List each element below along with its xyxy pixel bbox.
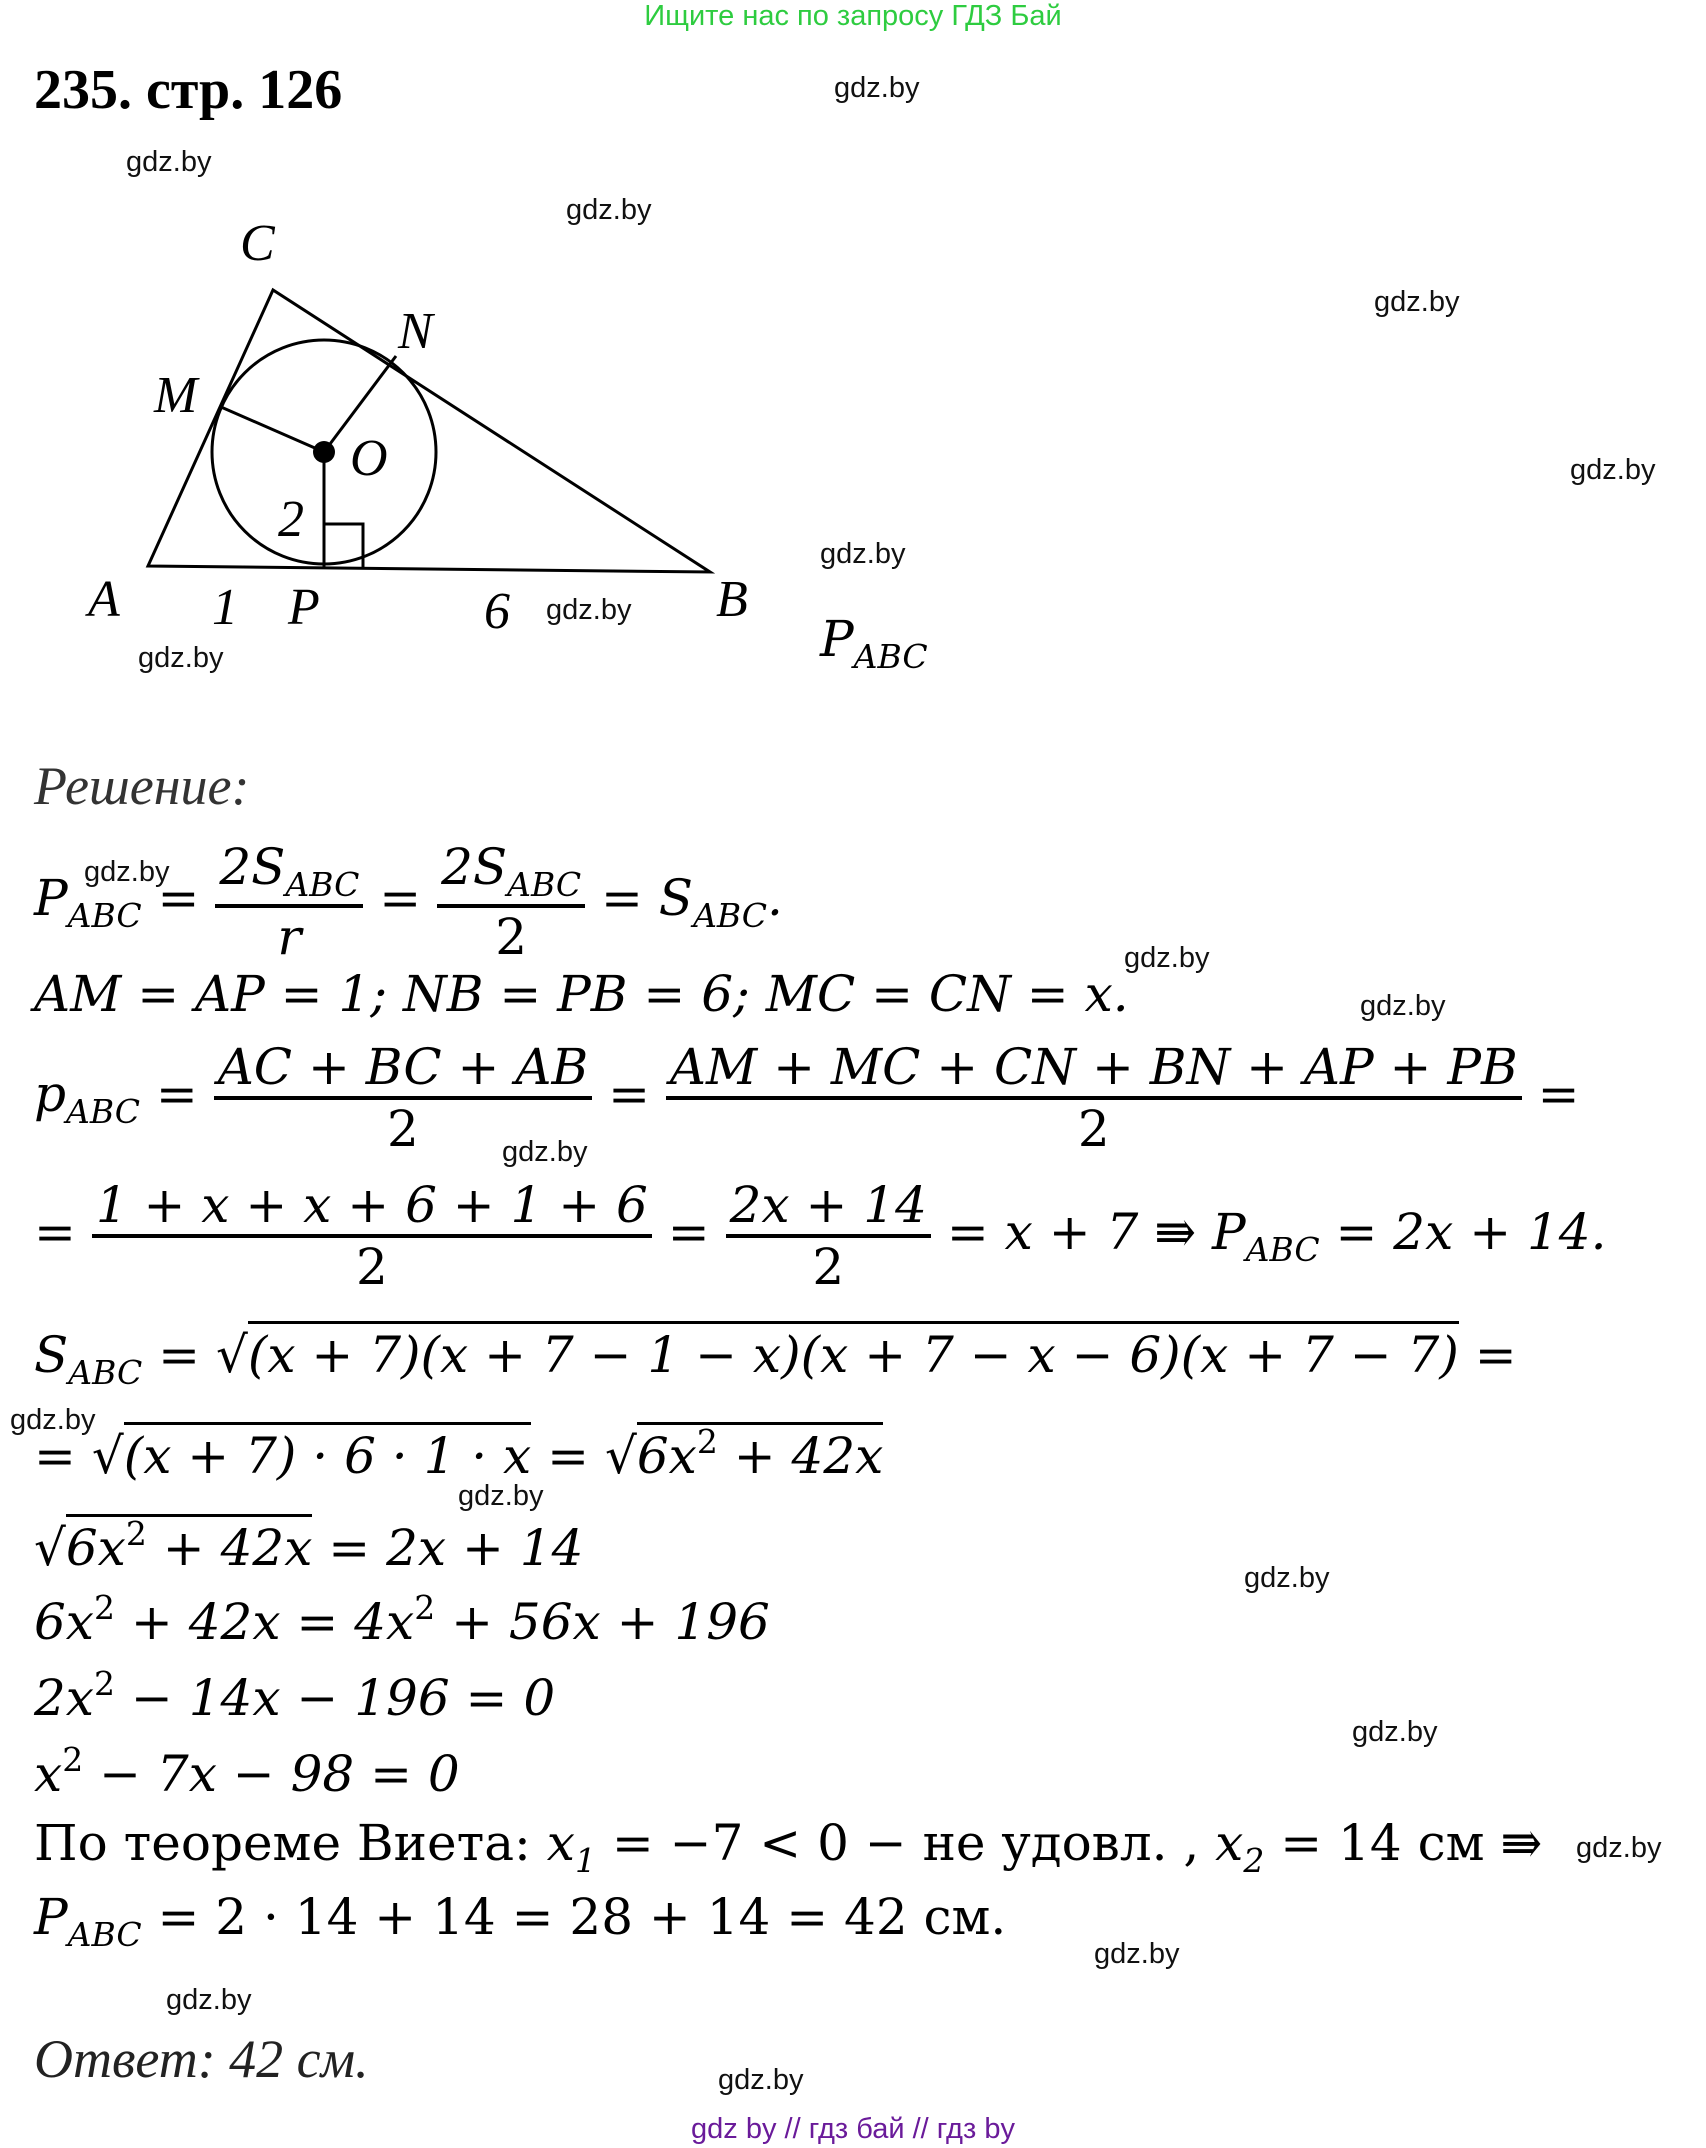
task-title: 235. стр. 126 — [34, 59, 343, 121]
equals: = — [667, 1203, 710, 1261]
solution-line-3 — [34, 1038, 1580, 1158]
label-b: B — [716, 571, 748, 628]
label-ap: 1 — [212, 579, 238, 636]
term: 6x — [65, 1519, 126, 1577]
fraction — [214, 1038, 593, 1158]
term: x — [546, 1814, 575, 1872]
subscript: ABC — [67, 1915, 142, 1954]
text: = 14 см ⇛ — [1264, 1814, 1543, 1872]
term: S — [34, 1326, 69, 1384]
numerator: 2x + 14 — [729, 1176, 927, 1234]
fraction — [437, 838, 585, 966]
subscript: 1 — [575, 1841, 596, 1880]
fraction — [92, 1176, 652, 1296]
denominator: 2 — [726, 1234, 931, 1296]
exponent: 2 — [414, 1588, 436, 1627]
sqrt-sign: √ — [91, 1427, 124, 1485]
solution-title: Решение: — [34, 756, 250, 816]
label-m: M — [154, 367, 198, 424]
label-p: P — [288, 579, 320, 636]
numerator: 2S — [219, 838, 286, 896]
watermark: gdz.by — [502, 1136, 588, 1168]
term: + 42x = 4x — [115, 1593, 415, 1651]
label-n: N — [398, 303, 433, 360]
term: = 2x + 14 — [312, 1519, 584, 1577]
exponent: 2 — [696, 1422, 718, 1461]
text: = −7 < 0 − не удовл. , — [596, 1814, 1216, 1872]
equals: = — [1474, 1326, 1517, 1384]
exponent: 2 — [94, 1664, 116, 1703]
watermark: gdz.by — [834, 72, 920, 104]
term: 6x — [636, 1427, 697, 1485]
sqrt-sign: √ — [215, 1326, 248, 1384]
subscript: ABC — [507, 865, 582, 904]
watermark: gdz.by — [718, 2064, 804, 2096]
watermark: gdz.by — [138, 642, 224, 674]
term: + 56x + 196 — [435, 1593, 770, 1651]
footer-links[interactable]: gdz by // гдз бай // гдз by — [691, 2113, 1015, 2145]
subscript: ABC — [285, 865, 360, 904]
watermark: gdz.by — [820, 538, 906, 570]
label-pb: 6 — [484, 583, 510, 640]
term: 6x — [34, 1593, 95, 1651]
watermark: gdz.by — [84, 856, 170, 888]
term: P — [34, 1888, 68, 1946]
term: + 42x — [146, 1519, 313, 1577]
equals: = — [1537, 1065, 1580, 1123]
watermark: gdz.by — [126, 146, 212, 178]
subscript: ABC — [68, 1353, 143, 1392]
watermark: gdz.by — [10, 1404, 96, 1436]
watermark: gdz.by — [1124, 942, 1210, 974]
equals: = — [547, 1427, 590, 1485]
equals: = — [157, 869, 200, 927]
solution-line-6 — [34, 1422, 883, 1485]
subscript: ABC — [1245, 1230, 1320, 1269]
term: x — [1215, 1814, 1244, 1872]
solution-line-7 — [34, 1514, 583, 1577]
term: 2x — [34, 1669, 95, 1727]
solution-line-10 — [34, 1740, 460, 1803]
solution-line-2: AM = AP = 1; NB = PB = 6; MC = CN = x. — [34, 965, 1129, 1023]
watermark: gdz.by — [166, 1984, 252, 2016]
top-banner: Ищите нас по запросу ГДЗ Бай — [644, 0, 1062, 32]
fraction — [215, 838, 363, 966]
numerator: 1 + x + x + 6 + 1 + 6 — [95, 1176, 648, 1234]
sqrt-sign: √ — [604, 1427, 637, 1485]
term: p — [34, 1065, 67, 1123]
triangle-figure — [80, 200, 780, 650]
term: = S — [601, 869, 694, 927]
solution-line-9 — [34, 1664, 555, 1727]
equals: = — [379, 869, 422, 927]
denominator: 2 — [214, 1096, 593, 1158]
watermark: gdz.by — [566, 194, 652, 226]
term: = 2x + 14. — [1335, 1203, 1607, 1261]
fraction — [726, 1176, 931, 1296]
period: . — [767, 869, 783, 927]
label-a: A — [88, 571, 120, 628]
answer: Ответ: 42 см. — [34, 2029, 369, 2089]
term: − 14x − 196 = 0 — [115, 1669, 556, 1727]
radicand — [66, 1514, 313, 1577]
subscript: ABC — [693, 896, 768, 935]
label-c: C — [240, 215, 275, 272]
exponent: 2 — [125, 1514, 147, 1553]
denominator: 2 — [666, 1096, 1522, 1158]
find-p: P — [820, 610, 854, 668]
watermark: gdz.by — [1570, 454, 1656, 486]
numerator: 2S — [441, 838, 508, 896]
equals: = — [158, 1326, 201, 1384]
subscript: ABC — [66, 1092, 140, 1131]
watermark: gdz.by — [1576, 1832, 1662, 1864]
label-radius: 2 — [278, 491, 304, 548]
radicand: (x + 7) · 6 · 1 · x — [124, 1422, 532, 1485]
sqrt-sign: √ — [34, 1519, 66, 1577]
numerator: AM + MC + CN + BN + AP + PB — [669, 1038, 1518, 1096]
find-sub: ABC — [853, 637, 928, 676]
solution-line-12 — [34, 1888, 1006, 1954]
denominator: r — [215, 904, 363, 966]
exponent: 2 — [94, 1588, 116, 1627]
watermark: gdz.by — [458, 1480, 544, 1512]
center-point-o — [313, 441, 335, 463]
find-perimeter — [820, 610, 928, 676]
solution-line-5 — [34, 1326, 1517, 1392]
term: P — [34, 869, 68, 927]
text: = 2 · 14 + 14 = 28 + 14 = 42 см. — [141, 1888, 1007, 1946]
term: − 7x − 98 = 0 — [83, 1745, 460, 1803]
label-o: O — [350, 430, 388, 487]
denominator: 2 — [92, 1234, 652, 1296]
term: x — [34, 1745, 63, 1803]
watermark: gdz.by — [1352, 1716, 1438, 1748]
subscript: 2 — [1243, 1841, 1265, 1880]
fraction — [666, 1038, 1522, 1158]
radicand: (x + 7)(x + 7 − 1 − x)(x + 7 − x − 6)(x + 7 − 7) — [248, 1321, 1459, 1384]
watermark: gdz.by — [1374, 286, 1460, 318]
exponent: 2 — [62, 1740, 84, 1779]
equals: = — [34, 1427, 76, 1485]
denominator: 2 — [437, 904, 585, 966]
term: + 42x — [717, 1427, 884, 1485]
equals: = — [608, 1065, 651, 1123]
watermark: gdz.by — [1360, 990, 1446, 1022]
watermark: gdz.by — [546, 594, 632, 626]
radicand — [637, 1422, 884, 1485]
solution-line-1 — [34, 838, 783, 966]
watermark: gdz.by — [1094, 1938, 1180, 1970]
solution-line-11 — [34, 1814, 1542, 1880]
equals: = — [34, 1203, 76, 1261]
solution-line-8 — [34, 1588, 770, 1651]
radius-om — [221, 407, 324, 452]
watermark: gdz.by — [1244, 1562, 1330, 1594]
text: По теореме Виета: — [34, 1814, 547, 1872]
term: = x + 7 ⇛ P — [946, 1203, 1246, 1261]
subscript: ABC — [67, 896, 142, 935]
solution-line-4 — [34, 1176, 1607, 1296]
equals: = — [155, 1065, 198, 1123]
numerator: AC + BC + AB — [217, 1038, 589, 1096]
